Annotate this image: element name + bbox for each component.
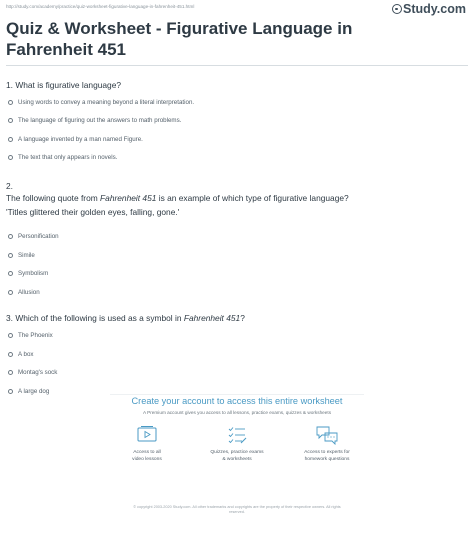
question-2-heading: The following quote from Fahrenheit 451 is an example of which type of figurative language? <box>6 193 349 203</box>
answer-option[interactable]: Personification <box>8 233 59 240</box>
cta-title[interactable]: Create your account to access this entire worksheet <box>131 396 343 406</box>
checklist-icon <box>226 425 248 445</box>
feature-label: Access to all video lessons <box>132 450 162 462</box>
cta-divider <box>110 394 364 395</box>
radio-icon[interactable] <box>8 352 13 357</box>
logo-text: Study.com <box>403 2 466 16</box>
cta-subtitle: A Premium account gives you access to all lessons, practice exams, quizzes & worksheets <box>142 410 332 415</box>
answer-option[interactable]: A box <box>8 351 33 358</box>
answer-option[interactable]: Allusion <box>8 289 40 296</box>
radio-icon[interactable] <box>8 137 13 142</box>
answer-option[interactable]: Symbolism <box>8 270 48 277</box>
answer-option[interactable]: A large dog <box>8 388 49 395</box>
answer-option[interactable]: The text that only appears in novels. <box>8 154 117 161</box>
feature-label: Quizzes, practice exams & worksheets <box>210 450 264 462</box>
question-2-number: 2. <box>6 181 13 191</box>
copyright-footer: © copyright 2003-2020 Study.com. All other trademarks and copyrights are the property of their respective owners. All rights reserved. <box>133 505 341 514</box>
radio-icon[interactable] <box>8 234 13 239</box>
feature-label: Access to experts for homework questions <box>304 450 350 462</box>
answer-option[interactable]: Using words to convey a meaning beyond a literal interpretation. <box>8 99 194 106</box>
page-title: Quiz & Worksheet - Figurative Language in Fahrenheit 451 <box>6 19 353 59</box>
radio-icon[interactable] <box>8 370 13 375</box>
feature-quizzes <box>195 425 279 463</box>
answer-option[interactable]: Montag's sock <box>8 369 57 376</box>
radio-icon[interactable] <box>8 290 13 295</box>
answer-option[interactable]: Simile <box>8 252 35 259</box>
question-2-quote: 'Titles glittered their golden eyes, falling, gone.' <box>6 207 180 217</box>
radio-icon[interactable] <box>8 253 13 258</box>
page-url: http://study.com/academy/practice/quiz-worksheet-figurative-language-in-fahrenheit-451.html <box>6 4 195 9</box>
radio-icon[interactable] <box>8 155 13 160</box>
radio-icon[interactable] <box>8 100 13 105</box>
video-icon <box>136 425 158 445</box>
question-1-heading: 1. What is figurative language? <box>6 80 122 90</box>
question-3-heading: 3. Which of the following is used as a symbol in Fahrenheit 451? <box>6 313 245 323</box>
radio-icon[interactable] <box>8 118 13 123</box>
answer-option[interactable]: The language of figuring out the answers to math problems. <box>8 117 181 124</box>
answer-option[interactable]: The Phoenix <box>8 332 53 339</box>
chat-bubbles-icon <box>315 425 339 445</box>
feature-video-lessons <box>105 425 189 463</box>
feature-experts <box>285 425 369 463</box>
study-logo[interactable] <box>392 2 466 16</box>
radio-icon[interactable] <box>8 389 13 394</box>
radio-icon[interactable] <box>8 333 13 338</box>
logo-icon <box>392 4 402 14</box>
radio-icon[interactable] <box>8 271 13 276</box>
answer-option[interactable]: A language invented by a man named Figure. <box>8 136 143 143</box>
divider <box>6 65 468 66</box>
